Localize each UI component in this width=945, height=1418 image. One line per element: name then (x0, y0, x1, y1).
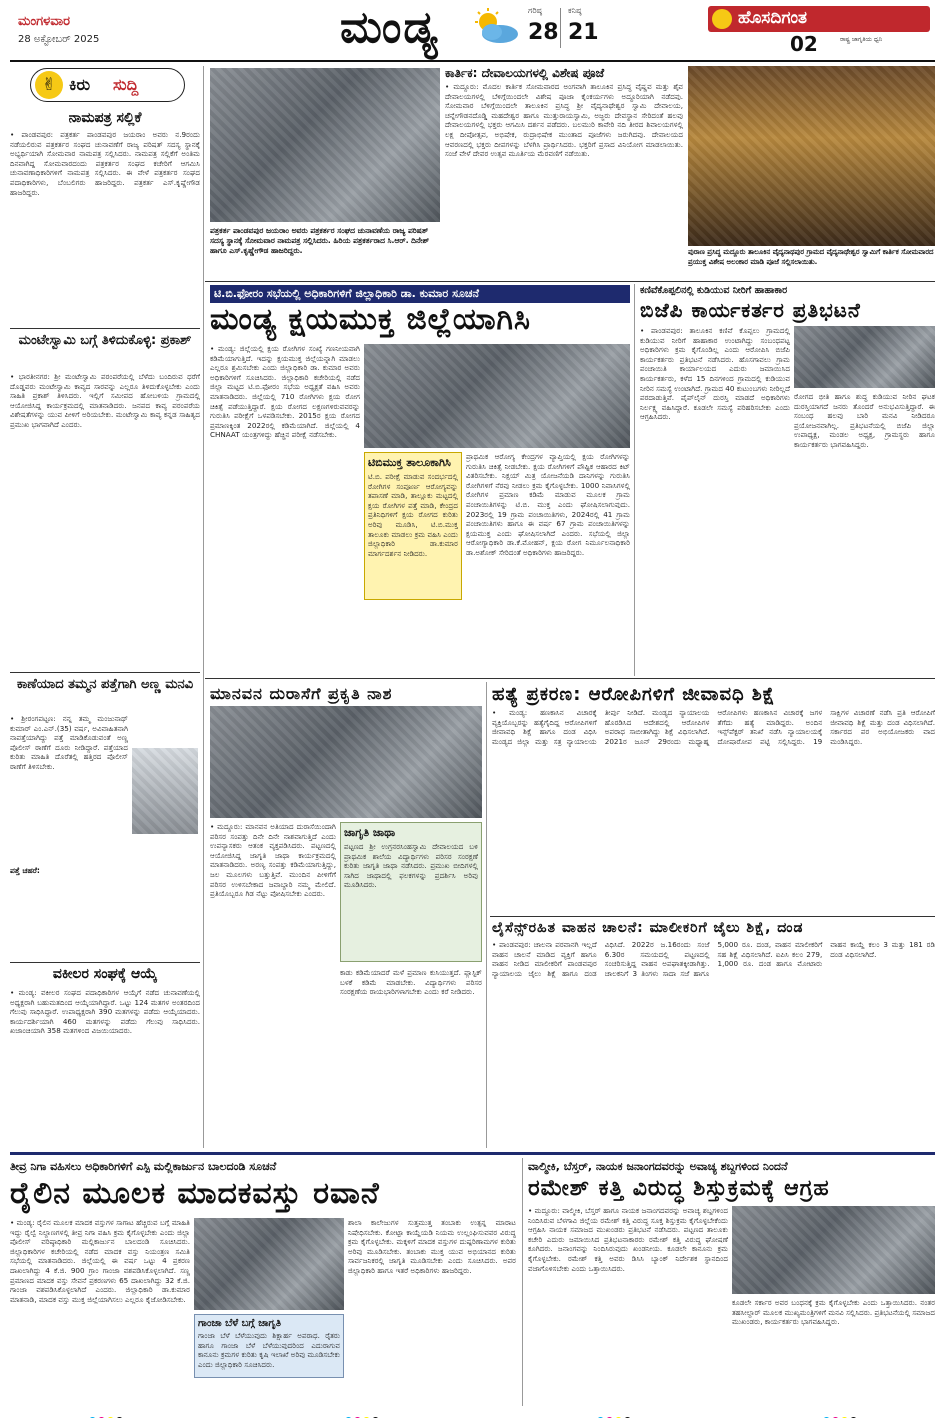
bjp-kicker: ಕಣಿವೆಕೊಪ್ಪಲಿನಲ್ಲಿ ಕುಡಿಯುವ ನೀರಿಗೆ ಹಾಹಾಕಾರ (640, 285, 788, 296)
brief-4-title: ವಕೀಲರ ಸಂಘಕ್ಕೆ ಆಯ್ಕೆ (52, 966, 158, 982)
brief-1-title: ನಾಮಪತ್ರ ಸಲ್ಲಿಕೆ (68, 110, 142, 126)
nomination-photo (210, 68, 440, 222)
weather-icon (470, 6, 522, 46)
header-day: ಮಂಗಳವಾರ (18, 14, 71, 29)
paper-tagline: ರಾಷ್ಟ್ರ ಜಾಗೃತಿಯ ಧ್ವನಿ (840, 36, 883, 43)
murder-headline: ಹತ್ಯೆ ಪ್ರಕರಣ: ಆರೋಪಿಗಳಿಗೆ ಜೀವಾವಧಿ ಶಿಕ್ಷೆ (492, 684, 776, 705)
drugs-kicker: ತೀವ್ರ ನಿಗಾ ವಹಿಸಲು ಅಧಿಕಾರಿಗಳಿಗೆ ಎಸ್ಪಿ ಮಲ್ಲಿಕಾರ್ಜುನ ಬಾಲದಂಡಿ ಸೂಚನೆ (10, 1160, 277, 1173)
nature-rally-photo (210, 706, 482, 818)
brief-3-body: • ಶ್ರೀರಂಗಪಟ್ಟಣ: ನನ್ನ ತಮ್ಮ ಮಂಜುನಾಥ್ ಕುಮಾರ್ ಎಂ.ಎನ್.(35) ವರ್ಷ, ಅವಿವಾಹಿತನಾಗಿ ನಾಪತ್ತೆಯಾಗಿದ್ದು ಪತ್ತೆ ಮಾಡಿಕೊಡುವಂತೆ ಅಣ್ಣ ಪೊಲೀಸ್ ಠಾಣೆಗೆ ದೂರು ನೀಡಿದ್ದಾರೆ. ಪತ್ತೆಯಾದ ಕುರಿತು ಮಾಹಿತಿ ದೊರೆತಲ್ಲಿ ಹತ್ತಿರದ ಪೊಲೀಸ್ ಠಾಣೆಗೆ ತಿಳಿಸಬೇಕು. (10, 714, 128, 771)
drugs-box-title: ಗಾಂಜಾ ಬೆಳೆ ಬಗ್ಗೆ ಜಾಗೃತಿ (198, 1318, 282, 1329)
missing-label: ಪತ್ತೆ ಚಹರೆ: (10, 866, 40, 875)
header-city: ಮಂಡ್ಯ (340, 2, 440, 53)
drugs-body-2: ಶಾಲಾ ಕಾಲೇಜುಗಳ ಸುತ್ತಮುತ್ತ ತಂಬಾಕು ಉತ್ಪನ್ನ ಮಾರಾಟ ನಿಷೇಧಿಸಬೇಕು. ಕೋಟ್ಪಾ ಕಾಯ್ದೆಯಡಿ ನಿಯಮ ಉಲ್ಲಂಘಿಸುವವರ ವಿರುದ್ಧ ಕ್ರಮ ಕೈಗೊಳ್ಳಬೇಕು. ಮಕ್ಕಳಿಗೆ ಮಾದಕ ವಸ್ತುಗಳ ದುಷ್ಪರಿಣಾಮಗಳ ಕುರಿತು ಅರಿವು ಮೂಡಿಸಬೇಕು. ತಂಬಾಕು ಮುಕ್ತ ಯುವ ಅಭಿಯಾನದ ಕುರಿತು ಸಾರ್ವಜನಿಕರಲ್ಲಿ ಜಾಗೃತಿ ಮೂಡಿಸಬೇಕು ಎಂದು ಸೂಚಿಸಿದರು. ಅಪರ ಜಿಲ್ಲಾಧಿಕಾರಿ ಹಾಗೂ ಇತರೆ ಅಧಿಕಾರಿಗಳು ಹಾಜರಿದ್ದರು. (348, 1218, 516, 1275)
max-temp: 28 (528, 20, 559, 45)
ramesh-kicker: ವಾಲ್ಮೀಕಿ, ಬೆಸ್ತರ್, ನಾಯಕ ಜನಾಂಗದವರನ್ನು ಅವಾಚ್ಯ ಶಬ್ದಗಳಿಂದ ನಿಂದನೆ (528, 1160, 788, 1173)
registration-marks-far-right (822, 1409, 858, 1418)
nature-body-1: • ಮದ್ದೂರು: ಮಾನವನ ಅತಿಯಾದ ದುರಾಸೆಯಿಂದಾಗಿ ಪರಿಸರ ಸಂಪತ್ತು ದಿನೇ ದಿನೇ ನಾಶವಾಗುತ್ತಿದೆ ಎಂದು ಉಪನ್ಯಾಸಕರು ಆತಂಕ ವ್ಯಕ್ತಪಡಿಸಿದರು. ಪಟ್ಟಣದಲ್ಲಿ ಆಯೋಜಿಸಿದ್ದ ಜಾಗೃತಿ ಜಾಥಾ ಕಾರ್ಯಕ್ರಮದಲ್ಲಿ ಮಾತನಾಡಿದರು. ಅರಣ್ಯ ಸಂಪತ್ತು ಕಡಿಮೆಯಾಗುತ್ತಿದ್ದು, ಜಲ ಮೂಲಗಳು ಬತ್ತುತ್ತಿವೆ. ಮುಂದಿನ ಪೀಳಿಗೆಗೆ ಪರಿಸರ ಉಳಿಸಬೇಕಾದ ಜವಾಬ್ದಾರಿ ನಮ್ಮ ಮೇಲಿದೆ. ಪ್ರತಿಯೊಬ್ಬರೂ ಗಿಡ ನೆಟ್ಟು ಪೋಷಿಸಬೇಕು ಎಂದರು. (210, 822, 336, 899)
brief-2-body: • ಭಾರತೀನಗರ: ಶ್ರೀ ಮಂಟೇಸ್ವಾಮಿ ಪರಂಪರೆಯಲ್ಲಿ ಬೆಳೆದು ಬಂದಿರುವ ಧರೆಗೆ ದೊಡ್ಡವರು ಮಂಟೇಸ್ವಾಮಿ ಕಾವ್ಯದ ಸಾರವನ್ನು ಎಲ್ಲರೂ ತಿಳಿದುಕೊಳ್ಳಬೇಕು ಎಂದು ಸಾಹಿತಿ ಪ್ರಕಾಶ್ ತಿಳಿಸಿದರು. ಇಲ್ಲಿಗೆ ಸಮೀಪದ ಹೋಬಳಿಯ ಗ್ರಾಮದಲ್ಲಿ ಆಯೋಜಿಸಿದ್ದ ಕಾರ್ಯಕ್ರಮದಲ್ಲಿ ಮಾತನಾಡಿದರು. ಜನಪದ ಕಾವ್ಯ ಪರಂಪರೆಯ ವಿಶೇಷತೆಗಳನ್ನು ಯುವ ಪೀಳಿಗೆ ಅರಿಯಬೇಕು. ಮಂಟೇಸ್ವಾಮಿ ಕಾವ್ಯ ಕನ್ನಡ ಸಾಹಿತ್ಯದ ಪ್ರಮುಖ ಭಾಗವಾಗಿದೆ ಎಂದರು. (10, 372, 200, 429)
tb-box-title: ಟಿಬಿಮುಕ್ತ ತಾಲೂಕಾಗಿಸಿ (368, 456, 451, 469)
bjp-headline: ಬಿಜೆಪಿ ಕಾರ್ಯಕರ್ತರ ಪ್ರತಿಭಟನೆ (640, 298, 861, 322)
license-body: • ಪಾಂಡವಪುರ: ಚಾಲನಾ ಪರವಾನಗಿ ಇಲ್ಲದೆ ವಾಹನ ಚಾಲನೆ ಮಾಡಿದ ವ್ಯಕ್ತಿಗೆ ಹಾಗೂ ವಾಹನ ನೀಡಿದ ಮಾಲೀಕರಿಗೆ ಪಾಂಡವಪುರ ನ್ಯಾಯಾಲಯ ಜೈಲು ಶಿಕ್ಷೆ ಹಾಗೂ ದಂಡ ವಿಧಿಸಿದೆ. 2022ರ ಜ.16ರಂದು ಸಂಜೆ 6.30ರ ಸಮಯದಲ್ಲಿ ಪಟ್ಟಣದಲ್ಲಿ ಸಂಚರಿಸುತ್ತಿದ್ದ ವಾಹನ ಅಪಘಾತಕ್ಕೀಡಾಗಿತ್ತು. ಚಾಲಕನಿಗೆ 3 ತಿಂಗಳು ಸಾದಾ ಸಜೆ ಹಾಗೂ 5,000 ರೂ. ದಂಡ, ವಾಹನ ಮಾಲೀಕರಿಗೆ ಸಹ ಶಿಕ್ಷೆ ವಿಧಿಸಲಾಗಿದೆ. ಐಪಿಸಿ ಕಲಂ 279, 1,000 ರೂ. ದಂಡ ಹಾಗೂ ಮೋಟಾರು ವಾಹನ ಕಾಯ್ದೆ ಕಲಂ 3 ಮತ್ತು 181 ರಡಿ ದಂಡ ವಿಧಿಸಲಾಗಿದೆ. (492, 940, 935, 978)
paper-name: ಹೊಸದಿಗಂತ (738, 8, 808, 28)
nature-box-body: ಪಟ್ಟಣದ ಶ್ರೀ ಉಗ್ರನರಸಿಂಹಸ್ವಾಮಿ ದೇವಾಲಯದ ಬಳಿ ಪ್ರಾಥಮಿಕ ಶಾಲೆಯ ವಿದ್ಯಾರ್ಥಿಗಳು ಪರಿಸರ ಸಂರಕ್ಷಣೆ ಕುರಿತು ಜಾಗೃತಿ ಜಾಥಾ ನಡೆಸಿದರು. ಪ್ರಮುಖ ಬೀದಿಗಳಲ್ಲಿ ಸಾಗಿದ ಜಾಥಾದಲ್ಲಿ ಫಲಕಗಳನ್ನು ಪ್ರದರ್ಶಿಸಿ ಅರಿವು ಮೂಡಿಸಿದರು. (344, 842, 478, 890)
max-temp-label: ಗರಿಷ್ಠ (528, 6, 542, 15)
tb-body-2: ಪ್ರಾಥಮಿಕ ಆರೋಗ್ಯ ಕೇಂದ್ರಗಳ ವ್ಯಾಪ್ತಿಯಲ್ಲಿ ಕ್ಷಯ ರೋಗಿಗಳನ್ನು ಗುರುತಿಸಿ ಚಿಕಿತ್ಸೆ ನೀಡಬೇಕು. ಕ್ಷಯ ರೋಗಿಗಳಿಗೆ ಪೌಷ್ಟಿಕ ಆಹಾರದ ಕಿಟ್ ವಿತರಿಸಬೇಕು. ನಿಕ್ಷಯ್ ಮಿತ್ರ ಯೋಜನೆಯಡಿ ದಾನಿಗಳನ್ನು ಗುರುತಿಸಿ ರೋಗಿಗಳಿಗೆ ನೆರವು ನೀಡಲು ಕ್ರಮ ಕೈಗೊಳ್ಳಬೇಕು. 1000 ನಿವಾಸಿಗಳಲ್ಲಿ ರೋಗಿಗಳ ಪ್ರಮಾಣ ಕಡಿಮೆ ಮಾಡುವ ಮೂಲಕ ಗ್ರಾಮ ಪಂಚಾಯಿತಿಗಳನ್ನು ಟಿ.ಬಿ. ಮುಕ್ತ ಎಂದು ಘೋಷಿಸಲಾಗುವುದು. 2023ರಲ್ಲಿ 19 ಗ್ರಾಮ ಪಂಚಾಯಿತಿಗಳು, 2024ರಲ್ಲಿ 41 ಗ್ರಾಮ ಪಂಚಾಯಿತಿಗಳು ಹಾಗೂ ಈ ವರ್ಷ 67 ಗ್ರಾಮ ಪಂಚಾಯಿತಿಗಳನ್ನು ಕ್ಷಯಮುಕ್ತ ಎಂದು ಘೋಷಿಸಲಾಗಿದೆ ಎಂದರು. ಸಭೆಯಲ್ಲಿ ಜಿಲ್ಲಾ ಆರೋಗ್ಯಾಧಿಕಾರಿ ಡಾ.ಕೆ.ಮೋಹನ್, ಕ್ಷಯ ರೋಗ ನಿರ್ಮೂಲನಾಧಿಕಾರಿ ಡಾ.ಅಶೋಕ್ ಸೇರಿದಂತೆ ಅಧಿಕಾರಿಗಳು ಹಾಜರಿದ್ದರು. (466, 452, 630, 557)
kirusuddi-banner (30, 68, 185, 102)
karthika-body: • ಮದ್ದೂರು: ಮೊದಲ ಕಾರ್ತಿಕ ಸೋಮವಾರದ ಅಂಗವಾಗಿ ತಾಲೂಕಿನ ಪ್ರಸಿದ್ಧ ವೈಷ್ಣವ ಮತ್ತು ಶೈವ ದೇವಾಲಯಗಳಲ್ಲಿ ಬೆಳಿಗ್ಗೆಯಿಂದಲೇ ವಿಶೇಷ ಪೂಜಾ ಕೈಂಕರ್ಯಗಳು ಅದ್ಧೂರಿಯಾಗಿ ನಡೆದವು. ಸೋಮವಾರ ಬೆಳಿಗ್ಗೆಯಿಂದಲೇ ತಾಲೂಕಿನ ಪ್ರಸಿದ್ಧ ಶ್ರೀ ವೈದ್ಯನಾಥೇಶ್ವರ ಸ್ವಾಮಿ ದೇವಾಲಯ, ಚನ್ನೇಗೌಡನದೊಡ್ಡಿ ಮಹದೇಶ್ವರ ಹಾಗೂ ಮುತ್ತುರಾಯಸ್ವಾಮಿ, ಅಜ್ಜರು ದೇವಸ್ಥಾನ ಸೇರಿದಂತೆ ಹಲವು ದೇವಾಲಯಗಳಲ್ಲಿ ಭಕ್ತರು ಆಗಮಿಸಿ ದರ್ಶನ ಪಡೆದರು. ಬಲಮುರಿ ಕಾವೇರಿ ನದಿ ತೀರದ ಶಿವಾಲಯಗಳಲ್ಲಿ ಲಕ್ಷ ದೀಪೋತ್ಸವ, ಅಭಿಷೇಕ, ರುದ್ರಾಭಿಷೇಕ ಮುಂತಾದ ಪೂಜೆಗಳು ಜರುಗಿದವು. ದೇವಾಲಯದ ಆವರಣದಲ್ಲಿ ಭಕ್ತರು ದೀಪಗಳನ್ನು ಬೆಳಗಿಸಿ ಪ್ರಾರ್ಥಿಸಿದರು. ಭಕ್ತರಿಗೆ ಪ್ರಸಾದ ವಿನಿಯೋಗ ಮಾಡಲಾಯಿತು. ಸಂಜೆ ವೇಳೆ ದೇವರ ಉತ್ಸವ ಮೂರ್ತಿಯ ಮೆರವಣಿಗೆ ನಡೆಯಿತು. (445, 82, 683, 159)
tb-body-1: • ಮಂಡ್ಯ: ಜಿಲ್ಲೆಯಲ್ಲಿ ಕ್ಷಯ ರೋಗಿಗಳ ಸಂಖ್ಯೆ ಗಣನೀಯವಾಗಿ ಕಡಿಮೆಯಾಗುತ್ತಿದೆ. ಇದನ್ನು ಕ್ಷಯಮುಕ್ತ ಜಿಲ್ಲೆಯನ್ನಾಗಿ ಮಾಡಲು ಎಲ್ಲರೂ ಶ್ರಮಿಸಬೇಕು ಎಂದು ಜಿಲ್ಲಾಧಿಕಾರಿ ಡಾ. ಕುಮಾರ ಅವರು ಅಧಿಕಾರಿಗಳಿಗೆ ಸೂಚಿಸಿದರು. ಜಿಲ್ಲಾಧಿಕಾರಿ ಕಚೇರಿಯಲ್ಲಿ ನಡೆದ ಜಿಲ್ಲಾ ಮಟ್ಟದ ಟಿ.ಬಿ.ಫೋರಂ ಸಭೆಯ ಅಧ್ಯಕ್ಷತೆ ವಹಿಸಿ ಅವರು ಮಾತನಾಡಿದರು. ಜಿಲ್ಲೆಯಲ್ಲಿ 710 ರೋಗಿಗಳು ಕ್ಷಯ ರೋಗ ಚಿಕಿತ್ಸೆ ಪಡೆಯುತ್ತಿದ್ದಾರೆ. ಕ್ಷಯ ರೋಗದ ಲಕ್ಷಣಗಳಿರುವವರನ್ನು ಗುರುತಿಸಿ ಪರೀಕ್ಷೆಗೆ ಒಳಪಡಿಸಬೇಕು. 2015ರ ಕ್ಷಯ ರೋಗದ ಪ್ರಮಾಣಕ್ಕಿಂತ 2022ರಲ್ಲಿ ಕಡಿಮೆಯಾಗಿದೆ. ಜಿಲ್ಲೆಯಲ್ಲಿ 4 CHNAAT ಯಂತ್ರಗಳಿದ್ದು ಹೆಚ್ಚಿನ ಪರೀಕ್ಷೆ ನಡೆಸಬೇಕು. (210, 344, 360, 440)
brief-4-body: • ಮಂಡ್ಯ: ವಕೀಲರ ಸಂಘದ ಪದಾಧಿಕಾರಿಗಳ ಆಯ್ಕೆಗೆ ನಡೆದ ಚುನಾವಣೆಯಲ್ಲಿ ಅಧ್ಯಕ್ಷರಾಗಿ ಬಹುಮತದಿಂದ ಆಯ್ಕೆಯಾಗಿದ್ದಾರೆ. ಒಟ್ಟು 124 ಮತಗಳ ಅಂತರದಿಂದ ಗೆಲುವು ಸಾಧಿಸಿದ್ದಾರೆ. ಉಪಾಧ್ಯಕ್ಷರಾಗಿ 390 ಮತಗಳನ್ನು ಪಡೆದು ಆಯ್ಕೆಯಾದರು. ಕಾರ್ಯದರ್ಶಿಯಾಗಿ 460 ಮತಗಳನ್ನು ಪಡೆದು ಗೆಲುವು ಸಾಧಿಸಿದರು. ಖಜಾಂಚಿಯಾಗಿ 358 ಮತಗಳಿಂದ ವಿಜಯಿಯಾದರು. (10, 988, 200, 1036)
registration-marks-center (344, 1409, 380, 1418)
kirusuddi-column (10, 66, 200, 1151)
missing-person-photo (132, 748, 198, 834)
nature-highlight-box (340, 822, 482, 962)
bjp-body-2: ರೋಗದ ಭೀತಿ ಹಾಗೂ ಶುದ್ಧ ಕುಡಿಯುವ ನೀರಿನ ಘಟಕ ದುರಸ್ತಿಯಾಗದೆ ಜನರು ತೊಂದರೆ ಅನುಭವಿಸುತ್ತಿದ್ದಾರೆ. ಈ ಸಂಬಂಧ ಹಲವು ಬಾರಿ ಮನವಿ ನೀಡಿದರೂ ಪ್ರಯೋಜನವಾಗಿಲ್ಲ. ಪ್ರತಿಭಟನೆಯಲ್ಲಿ ಬಿಜೆಪಿ ಜಿಲ್ಲಾ ಉಪಾಧ್ಯಕ್ಷ, ಮಂಡಲ ಅಧ್ಯಕ್ಷ, ಗ್ರಾಮಸ್ಥರು ಹಾಗೂ ಕಾರ್ಯಕರ್ತರು ಭಾಗವಹಿಸಿದ್ದರು. (794, 392, 935, 449)
ramesh-protest-photo (732, 1206, 935, 1294)
drugs-highlight-box (194, 1314, 344, 1378)
ramesh-headline: ರಮೇಶ್ ಕತ್ತಿ ವಿರುದ್ಧ ಶಿಸ್ತುಕ್ರಮಕ್ಕೆ ಆಗ್ರಹ (528, 1176, 830, 1201)
nature-body-2: ಕಾಡು ಕಡಿಮೆಯಾದರೆ ಮಳೆ ಪ್ರಮಾಣ ಕುಸಿಯುತ್ತದೆ. ಪ್ಲಾಸ್ಟಿಕ್ ಬಳಕೆ ಕಡಿಮೆ ಮಾಡಬೇಕು. ವಿದ್ಯಾರ್ಥಿಗಳು ಪರಿಸರ ಸಂರಕ್ಷಣೆಯ ರಾಯಭಾರಿಗಳಾಗಬೇಕು ಎಂದು ಕರೆ ನೀಡಿದರು. (340, 968, 482, 997)
nature-box-title: ಜಾಗೃತಿ ಜಾಥಾ (344, 826, 396, 839)
kirusuddi-label-b: ಸುದ್ದಿ (113, 75, 139, 94)
tb-kicker: ಟಿ.ಬಿ.ಫೋರಂ ಸಭೆಯಲ್ಲಿ ಅಧಿಕಾರಿಗಳಿಗೆ ಜಿಲ್ಲಾಧಿಕಾರಿ ಡಾ. ಕುಮಾರ ಸೂಚನೆ (210, 285, 630, 303)
brief-3-title: ಕಾಣೆಯಾದ ತಮ್ಮನ ಪತ್ತೆಗಾಗಿ ಅಣ್ಣ ಮನವಿ (16, 677, 194, 692)
ramesh-body-2: ಕೂಡಲೇ ಸರ್ಕಾರ ಅವರ ಬಂಧನಕ್ಕೆ ಕ್ರಮ ಕೈಗೊಳ್ಳಬೇಕು ಎಂದು ಒತ್ತಾಯಿಸಿದರು. ನಂತರ ತಹಸೀಲ್ದಾರ್ ಮೂಲಕ ಮುಖ್ಯಮಂತ್ರಿಗಳಿಗೆ ಮನವಿ ಸಲ್ಲಿಸಿದರು. ಪ್ರತಿಭಟನೆಯಲ್ಲಿ ಸಮಾಜದ ಮುಖಂಡರು, ಕಾರ್ಯಕರ್ತರು ಭಾಗವಹಿಸಿದ್ದರು. (732, 1298, 935, 1327)
karthika-headline: ಕಾರ್ತಿಕ: ದೇವಾಲಯಗಳಲ್ಲಿ ವಿಶೇಷ ಪೂಜೆ (445, 66, 605, 80)
tb-highlight-box (364, 452, 462, 600)
tb-headline: ಮಂಡ್ಯ ಕ್ಷಯಮುಕ್ತ ಜಿಲ್ಲೆಯಾಗಿಸಿ (210, 302, 531, 337)
tb-meeting-photo (364, 344, 630, 448)
brief-2-title: ಮಂಟೇಸ್ವಾಮಿ ಬಗ್ಗೆ ತಿಳಿದುಕೊಳ್ಳಿ: ಪ್ರಕಾಶ್ (18, 333, 192, 348)
registration-marks-right (596, 1409, 632, 1418)
min-temp: 21 (568, 20, 599, 45)
temple-photo-caption: ಪುರಾಣ ಪ್ರಸಿದ್ಧ ಮದ್ದೂರು ತಾಲೂಕಿನ ವೈದ್ಯನಾಥಪುರ ಗ್ರಾಮದ ವೈದ್ಯನಾಥೇಶ್ವರ ಸ್ವಾಮಿಗೆ ಕಾರ್ತಿಕ ಸೋಮವಾರದ ಪ್ರಯುಕ್ತ ವಿಶೇಷ ಅಲಂಕಾರ ಮಾಡಿ ಪೂಜೆ ಸಲ್ಲಿಸಲಾಯಿತು. (688, 248, 934, 266)
temple-deity-photo (688, 66, 935, 246)
kirusuddi-label-a: ಕಿರು (69, 75, 91, 94)
header-date: 28 ಅಕ್ಟೋಬರ್ 2025 (18, 34, 100, 45)
bjp-protest-photo (794, 326, 935, 388)
hand-icon: ✌ (35, 71, 63, 99)
nature-headline: ಮಾನವನ ದುರಾಸೆಗೆ ಪ್ರಕೃತಿ ನಾಶ (210, 684, 393, 703)
tb-box-body: ಟಿ.ಬಿ. ಪರೀಕ್ಷೆ ಮಾಡುವ ಸಂದರ್ಭದಲ್ಲಿ ರೋಗಿಗಳ ಸಂಪೂರ್ಣ ಆರೋಗ್ಯವನ್ನು ತಪಾಸಣೆ ಮಾಡಿ, ತಾಲ್ಲೂಕು ಮಟ್ಟದಲ್ಲಿ ಕ್ಷಯ ರೋಗಿಗಳ ಪತ್ತೆ ಮಾಡಿ, ಕೇಂದ್ರದ ಪ್ರತಿನಿಧಿಗಳಿಗೆ ಕ್ಷಯ ರೋಗದ ಕುರಿತು ಅರಿವು ಮೂಡಿಸಿ, ಟಿ.ಬಿ.ಮುಕ್ತ ತಾಲೂಕು ಮಾಡಲು ಕ್ರಮ ವಹಿಸಿ ಎಂದು ಜಿಲ್ಲಾಧಿಕಾರಿ ಡಾ.ಕುಮಾರ ಮಾರ್ಗದರ್ಶನ ನೀಡಿದರು. (368, 472, 458, 558)
license-headline: ಲೈಸೆನ್ಸ್‌ರಹಿತ ವಾಹನ ಚಾಲನೆ: ಮಾಲೀಕರಿಗೆ ಜೈಲು ಶಿಕ್ಷೆ, ದಂಡ (492, 920, 804, 936)
masthead-logo-icon (712, 9, 732, 29)
page-number: 02 (790, 32, 818, 56)
bjp-body-1: • ಪಾಂಡವಪುರ: ತಾಲೂಕಿನ ಕಣಿವೆ ಕೊಪ್ಪಲು ಗ್ರಾಮದಲ್ಲಿ ಕುಡಿಯುವ ನೀರಿಗೆ ಹಾಹಾಕಾರ ಉಂಟಾಗಿದ್ದು ಸಂಬಂಧಪಟ್ಟ ಅಧಿಕಾರಿಗಳು ಕ್ರಮ ಕೈಗೊಂಡಿಲ್ಲ ಎಂದು ಆರೋಪಿಸಿ ಬಿಜೆಪಿ ಕಾರ್ಯಕರ್ತರು ಪ್ರತಿಭಟನೆ ನಡೆಸಿದರು. ಹೊಸಗಾವಲು ಗ್ರಾಮ ಪಂಚಾಯಿತಿ ಕಾರ್ಯಾಲಯದ ಎದುರು ಜಮಾಯಿಸಿದ ಕಾರ್ಯಕರ್ತರು, ಕಳೆದ 15 ದಿನಗಳಿಂದ ಗ್ರಾಮದಲ್ಲಿ ಕುಡಿಯುವ ನೀರಿನ ಸಮಸ್ಯೆ ಉಂಟಾಗಿದೆ. ಗ್ರಾಮದ 40 ಕುಟುಂಬಗಳು ನೀರಿಲ್ಲದೆ ಪರದಾಡುತ್ತಿವೆ. ಪೈಪ್‌ಲೈನ್ ದುರಸ್ತಿ ಮಾಡದೆ ಅಧಿಕಾರಿಗಳು ನಿರ್ಲಕ್ಷ್ಯ ವಹಿಸಿದ್ದಾರೆ. ಕೂಡಲೇ ಸಮಸ್ಯೆ ಪರಿಹರಿಸಬೇಕು ಎಂದು ಆಗ್ರಹಿಸಿದರು. (640, 326, 790, 422)
min-temp-label: ಕನಿಷ್ಠ (568, 6, 582, 15)
drugs-body-1: • ಮಂಡ್ಯ: ರೈಲಿನ ಮೂಲಕ ಮಾದಕ ವಸ್ತುಗಳ ಸಾಗಾಟ ಹೆಚ್ಚಿರುವ ಬಗ್ಗೆ ಮಾಹಿತಿ ಇದ್ದು ರೈಲ್ವೆ ನಿಲ್ದಾಣಗಳಲ್ಲಿ ತೀವ್ರ ನಿಗಾ ವಹಿಸಿ ಕ್ರಮ ಕೈಗೊಳ್ಳಬೇಕು ಎಂದು ಜಿಲ್ಲಾ ಪೊಲೀಸ್ ವರಿಷ್ಠಾಧಿಕಾರಿ ಮಲ್ಲಿಕಾರ್ಜುನ ಬಾಲದಂಡಿ ಸೂಚಿಸಿದರು. ಜಿಲ್ಲಾಧಿಕಾರಿಗಳ ಕಚೇರಿಯಲ್ಲಿ ನಡೆದ ಮಾದಕ ವಸ್ತು ನಿಯಂತ್ರಣ ಸಮಿತಿ ಸಭೆಯಲ್ಲಿ ಮಾತನಾಡಿದರು. ಜಿಲ್ಲೆಯಲ್ಲಿ ಈ ವರ್ಷ ಒಟ್ಟು 4 ಪ್ರಕರಣ ದಾಖಲಾಗಿದ್ದು 4 ಕೆ.ಜಿ. 900 ಗ್ರಾಂ ಗಾಂಜಾ ವಶಪಡಿಸಿಕೊಳ್ಳಲಾಗಿದೆ. ಸಣ್ಣ ಪ್ರಮಾಣದ ಮಾದಕ ವಸ್ತು ಸೇವನೆ ಪ್ರಕರಣಗಳು 65 ದಾಖಲಾಗಿದ್ದು 32 ಕೆ.ಜಿ. ಗಾಂಜಾ ವಶಪಡಿಸಿಕೊಳ್ಳಲಾಗಿದೆ ಎಂದರು. ಜಿಲ್ಲಾಧಿಕಾರಿ ಡಾ.ಕುಮಾರ ಮಾತನಾಡಿ, ಮಾದಕ ವಸ್ತು ಮುಕ್ತ ಜಿಲ್ಲೆಯಾಗಿಸಲು ಎಲ್ಲರೂ ಕೈಜೋಡಿಸಬೇಕು. (10, 1218, 190, 1304)
header (0, 0, 945, 62)
drugs-box-body: ಗಾಂಜಾ ಬೆಳೆ ಬೆಳೆಯುವುದು ಶಿಕ್ಷಾರ್ಹ ಅಪರಾಧ. ರೈತರು ಹಾಗೂ ಗಾಂಜಾ ಬೆಳೆ ಬೆಳೆಯುವುದರಿಂದ ಎದುರಾಗುವ ಕಾನೂನು ಕ್ರಮಗಳ ಕುರಿತು ಕೃಷಿ ಇಲಾಖೆ ಅರಿವು ಮೂಡಿಸಬೇಕು ಎಂದು ಜಿಲ್ಲಾಧಿಕಾರಿ ಸೂಚಿಸಿದರು. (198, 1331, 340, 1369)
drugs-headline: ರೈಲಿನ ಮೂಲಕ ಮಾದಕವಸ್ತು ರವಾನೆ (10, 1176, 380, 1211)
drugs-meeting-photo (194, 1218, 344, 1310)
masthead (708, 6, 930, 32)
brief-1-body: • ಪಾಂಡವಪುರ: ಪತ್ರಕರ್ತ ಪಾಂಡವಪುರ ಜಯರಾಂ ಅವರು ನ.9ರಂದು ನಡೆಯಲಿರುವ ಪತ್ರಕರ್ತರ ಸಂಘದ ಚುನಾವಣೆಗೆ ರಾಜ್ಯ ಪರಿಷತ್ ಸದಸ್ಯ ಸ್ಥಾನಕ್ಕೆ ಅಭ್ಯರ್ಥಿಯಾಗಿ ಸೋಮವಾರ ನಾಮಪತ್ರ ಸಲ್ಲಿಸಿದರು. ನಾಮಪತ್ರ ಸಲ್ಲಿಕೆಗೆ ಅಂತಿಮ ದಿನವಾಗಿದ್ದ ಸೋಮವಾರದಂದು ಪತ್ರಕರ್ತರ ಸಂಘದ ಕಚೇರಿಗೆ ಆಗಮಿಸಿ ಚುನಾವಣಾಧಿಕಾರಿಗಳಿಗೆ ನಾಮಪತ್ರ ಸಲ್ಲಿಸಿದರು. ಈ ವೇಳೆ ಪತ್ರಕರ್ತರ ಸಂಘದ ಪದಾಧಿಕಾರಿಗಳು, ಬೆಂಬಲಿಗರು ಹಾಜರಿದ್ದರು. ಪತ್ರಕರ್ತ ಎಸ್.ಕೃಷ್ಣೇಗೌಡ ಹಾಜರಿದ್ದರು. (10, 130, 200, 197)
registration-marks-left (88, 1409, 124, 1418)
nomination-photo-caption: ಪತ್ರಕರ್ತ ಪಾಂಡವಪುರ ಜಯರಾಂ ಅವರು ಪತ್ರಕರ್ತರ ಸಂಘದ ಚುನಾವಣೆಯ ರಾಜ್ಯ ಪರಿಷತ್ ಸದಸ್ಯ ಸ್ಥಾನಕ್ಕೆ ಸೋಮವಾರ ನಾಮಪತ್ರ ಸಲ್ಲಿಸಿದರು. ಹಿರಿಯ ಪತ್ರಕರ್ತರಾದ ಸಿ.ಆರ್. ದಿನೇಶ್ ಹಾಗೂ ಎಸ್.ಕೃಷ್ಣೇಗೌಡ ಹಾಜರಿದ್ದರು. (210, 226, 430, 255)
ramesh-body-1: • ಮದ್ದೂರು: ವಾಲ್ಮೀಕಿ, ಬೆಸ್ತರ್ ಹಾಗೂ ನಾಯಕ ಜನಾಂಗದವರನ್ನು ಅವಾಚ್ಯ ಶಬ್ದಗಳಿಂದ ನಿಂದಿಸಿರುವ ಬೆಳಗಾವಿ ಜಿಲ್ಲೆಯ ರಮೇಶ್ ಕತ್ತಿ ವಿರುದ್ಧ ಸೂಕ್ತ ಶಿಸ್ತುಕ್ರಮ ಕೈಗೊಳ್ಳಬೇಕೆಂದು ಆಗ್ರಹಿಸಿ ನಾಯಕ ಸಮಾಜದ ಮುಖಂಡರು ಪ್ರತಿಭಟನೆ ನಡೆಸಿದರು. ಪಟ್ಟಣದ ತಾಲೂಕು ಕಚೇರಿ ಎದುರು ಜಮಾಯಿಸಿದ ಪ್ರತಿಭಟನಾಕಾರರು ರಮೇಶ್ ಕತ್ತಿ ವಿರುದ್ಧ ಘೋಷಣೆ ಕೂಗಿದರು. ಜನಾಂಗವನ್ನು ನಿಂದಿಸಿರುವುದು ಖಂಡನೀಯ. ಕೂಡಲೇ ಕಾನೂನು ಕ್ರಮ ಕೈಗೊಳ್ಳಬೇಕು. ರಮೇಶ್ ಕತ್ತಿ ಅವರು ಡಿಸಿಸಿ ಬ್ಯಾಂಕ್ ನಿರ್ದೇಶಕ ಸ್ಥಾನದಿಂದ ವಜಾಗೊಳಿಸಬೇಕು ಎಂದು ಒತ್ತಾಯಿಸಿದರು. (528, 1206, 728, 1273)
murder-body: • ಮಂಡ್ಯ: ಹಣಕಾಸಿನ ವಿಚಾರಕ್ಕೆ ವ್ಯಕ್ತಿಯೊಬ್ಬರನ್ನು ಹತ್ಯೆಗೈದಿದ್ದ ಆರೋಪಿಗಳಿಗೆ ಜೀವಾವಧಿ ಶಿಕ್ಷೆ ಹಾಗೂ ದಂಡ ವಿಧಿಸಿ ಮಂಡ್ಯದ ಜಿಲ್ಲಾ ಮತ್ತು ಸತ್ರ ನ್ಯಾಯಾಲಯ ತೀರ್ಪು ನೀಡಿದೆ. ಮಂಡ್ಯದ ನ್ಯಾಯಾಲಯ ಹೊರಡಿಸಿದ ಆದೇಶದಲ್ಲಿ ಆರೋಪಿಗಳ ಅಪರಾಧ ಸಾಬೀತಾಗಿದ್ದು ಶಿಕ್ಷೆ ವಿಧಿಸಲಾಗಿದೆ. 2021ರ ಜೂನ್ 29ರಂದು ಮಧ್ಯಾಹ್ನ ಆರೋಪಿಗಳು ಹಣಕಾಸಿನ ವಿಚಾರಕ್ಕೆ ಜಗಳ ತೆಗೆದು ಹತ್ಯೆ ಮಾಡಿದ್ದರು. ಅಂದಿನ ಇನ್ಸ್‌ಪೆಕ್ಟರ್ ತನಿಖೆ ನಡೆಸಿ ನ್ಯಾಯಾಲಯಕ್ಕೆ ದೋಷಾರೋಪ ಪಟ್ಟಿ ಸಲ್ಲಿಸಿದ್ದರು. 19 ಸಾಕ್ಷಿಗಳ ವಿಚಾರಣೆ ನಡೆಸಿ ಪ್ರತಿ ಆರೋಪಿಗೆ ಜೀವಾವಧಿ ಶಿಕ್ಷೆ ಮತ್ತು ದಂಡ ವಿಧಿಸಲಾಗಿದೆ. ಸರ್ಕಾರದ ಪರ ಅಭಿಯೋಜಕರು ವಾದ ಮಂಡಿಸಿದ್ದರು. (492, 708, 935, 746)
